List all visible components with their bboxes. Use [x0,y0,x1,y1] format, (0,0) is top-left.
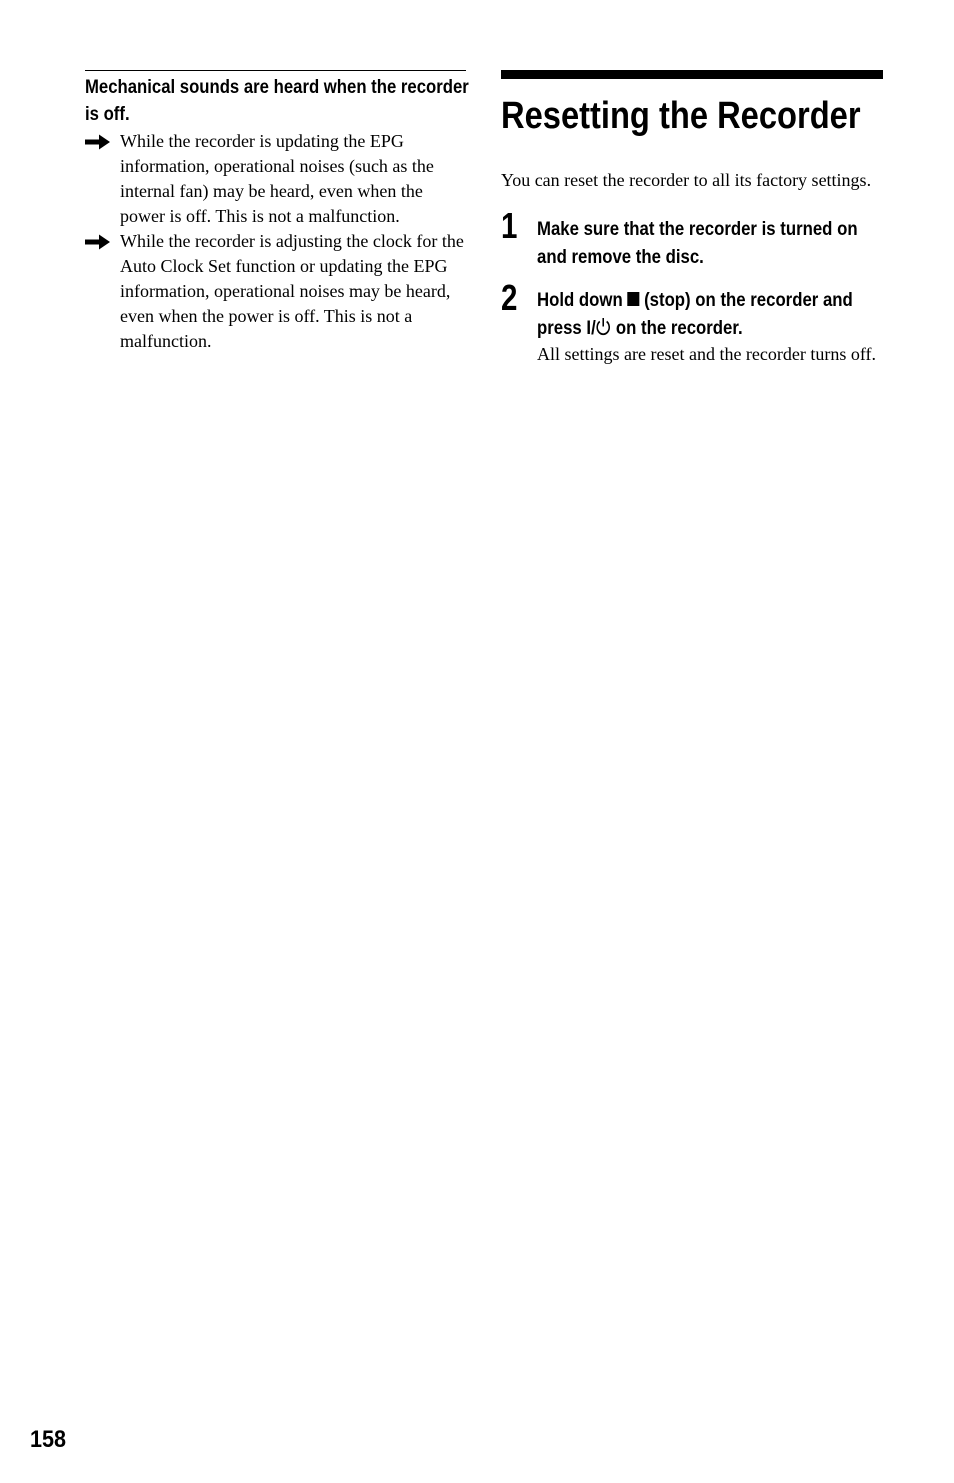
step-number: 1 [501,205,518,246]
step-number: 2 [501,277,518,318]
list-item [85,129,466,229]
arrow-right-icon [85,133,111,151]
step-result: All settings are reset and the recorder turns off. [537,344,877,364]
bullet-text: While the recorder is adjusting the clock for the Auto Clock Set function or updating the EPG information, operational noises may be heard, even when the power is off. This is not a malfunction. [120,231,464,351]
instruction-part: Hold down [537,289,623,311]
bullet-list [85,129,466,354]
step-1 [501,205,883,271]
list-item [85,229,466,354]
step-instruction: Make sure that the recorder is turned on and remove the disc. [537,218,858,268]
section-heading: Mechanical sounds are heard when the recorder is off. [85,77,469,125]
page-title: Resetting the Recorder [501,95,861,137]
arrow-right-icon [85,233,111,251]
power-icon [596,317,611,337]
power-button-label: I/ [586,317,596,339]
page-number: 158 [30,1426,67,1453]
bullet-text: While the recorder is updating the EPG information, operational noises (such as the internal fan) may be heard, even when the power is off. This is not a malfunction. [120,131,434,226]
step-instruction [537,282,885,342]
troubleshooting-section [85,70,469,354]
reset-section [501,70,883,367]
section-divider [85,70,466,71]
title-bar [501,70,883,79]
intro-paragraph: You can reset the recorder to all its factory settings. [501,170,872,190]
instruction-part: on the recorder. [615,317,743,339]
step-2 [501,277,883,367]
instruction-part: (stop) on the recorder and press [537,289,853,339]
stop-icon [627,292,639,306]
